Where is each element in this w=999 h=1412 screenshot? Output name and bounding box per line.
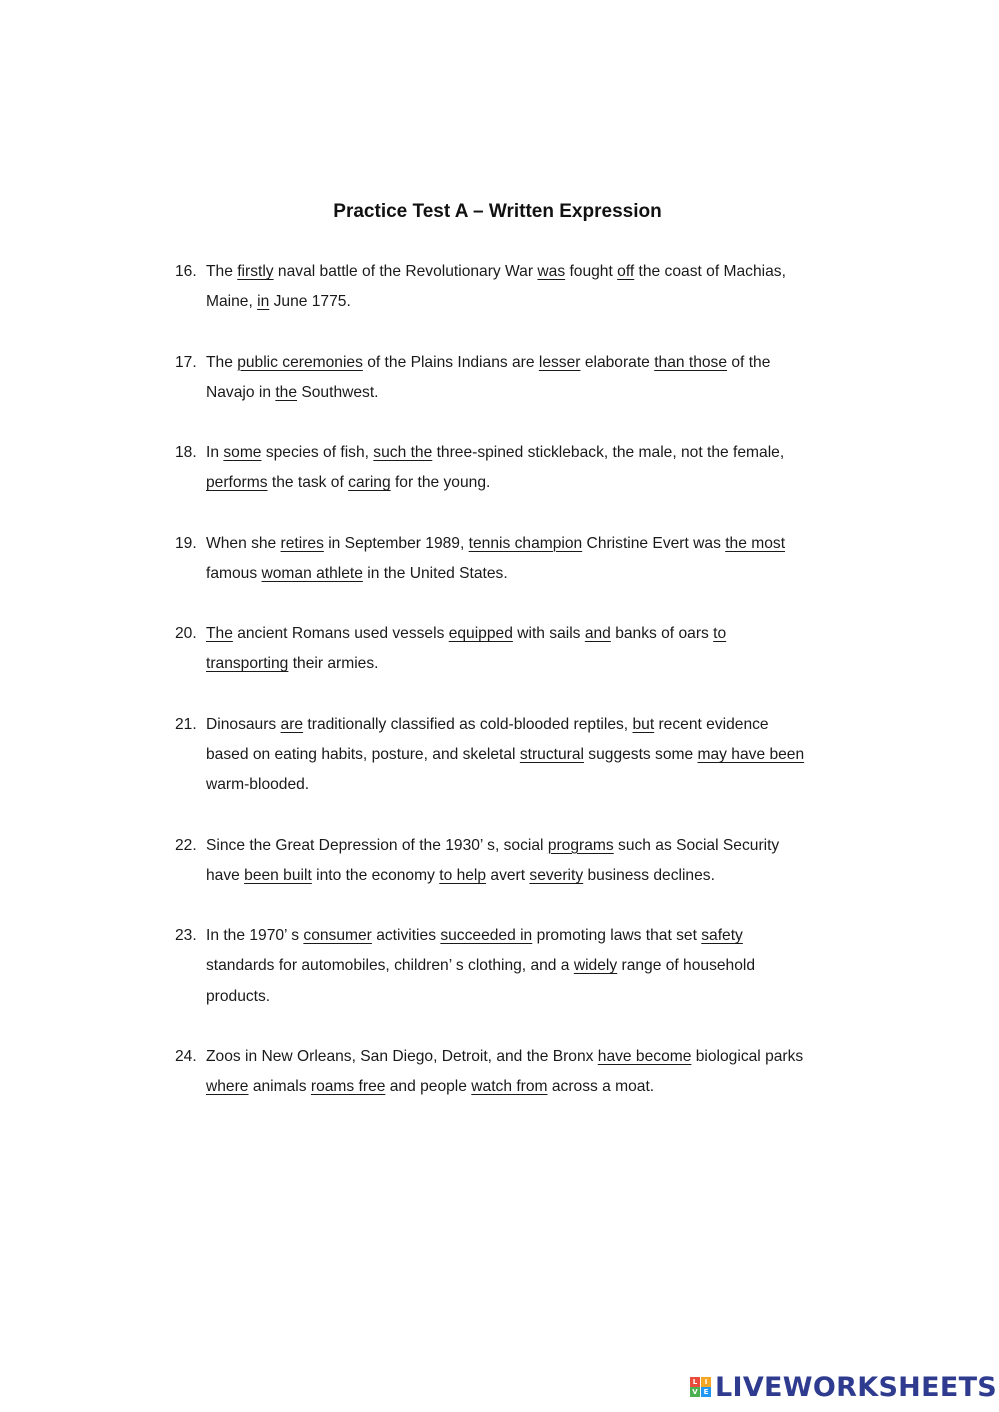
question-line: [206, 951, 855, 981]
question-number: 20.: [175, 625, 197, 643]
question-line: [206, 559, 855, 589]
question-item: [175, 831, 855, 891]
question-line: [206, 619, 855, 649]
underlined-option: structural: [519, 746, 584, 763]
question-text: the coast of Machias,: [634, 263, 786, 280]
question-text: animals: [248, 1078, 311, 1096]
question-line: [206, 378, 855, 408]
question-line: [206, 438, 855, 468]
underlined-option: off: [617, 263, 635, 280]
liveworksheets-logo-text: LIVEWORKSHEETS: [715, 1372, 998, 1403]
underlined-option: severity: [529, 866, 584, 884]
underlined-option: performs: [206, 474, 268, 492]
question-text: The: [206, 263, 238, 280]
underlined-option: public ceremonies: [237, 353, 363, 371]
underlined-option: widely: [573, 957, 618, 975]
underlined-option: than those: [654, 353, 728, 371]
question-text: famous: [206, 564, 262, 582]
question-line: [206, 1042, 855, 1072]
question-text: Dinosaurs: [206, 715, 281, 733]
underlined-option: was: [537, 263, 566, 280]
underlined-option: have become: [597, 1047, 692, 1065]
question-text: of the: [727, 353, 771, 371]
underlined-option: where: [206, 1078, 249, 1096]
underlined-option: to help: [439, 866, 487, 884]
page-title: Practice Test A – Written Expression: [333, 201, 662, 222]
question-line: [206, 861, 855, 891]
question-item: [175, 1042, 855, 1102]
question-text: In: [206, 444, 224, 462]
question-line: [206, 257, 855, 287]
underlined-option: equipped: [448, 625, 513, 643]
question-text: activities: [371, 927, 441, 945]
question-text: elaborate: [580, 353, 655, 371]
question-text: ancient Romans used vessels: [232, 625, 449, 643]
question-list: [175, 257, 855, 1132]
question-text: Zoos in New Orleans, San Diego, Detroit, and the Bronx: [206, 1047, 598, 1065]
question-line: [206, 649, 855, 679]
question-text: When she: [206, 534, 281, 552]
question-text: suggests some: [583, 746, 698, 763]
logo-mark-block: E: [701, 1387, 711, 1397]
underlined-option: succeeded in: [440, 927, 533, 945]
underlined-option: such the: [373, 444, 433, 462]
underlined-option: in: [257, 293, 270, 311]
question-item: [175, 921, 855, 1012]
question-text: species of fish,: [261, 444, 374, 462]
question-text: traditionally classified as cold-blooded reptiles,: [303, 715, 633, 733]
question-number: 23.: [175, 927, 197, 945]
question-text: Southwest.: [297, 383, 379, 401]
underlined-option: some: [223, 444, 262, 462]
question-line: [206, 740, 855, 770]
underlined-option: to: [713, 625, 727, 643]
question-line: [206, 921, 855, 951]
underlined-option: The: [206, 625, 233, 643]
underlined-option: consumer: [303, 927, 372, 945]
question-text: of the Plains Indians are: [362, 353, 539, 371]
underlined-option: safety: [701, 927, 743, 945]
question-text: In the 1970’ s: [206, 927, 304, 945]
question-line: [206, 982, 855, 1012]
question-text: in the United States.: [362, 564, 508, 582]
question-text: range of household: [617, 957, 756, 975]
question-number: 16.: [175, 263, 197, 280]
underlined-option: the most: [725, 534, 786, 552]
underlined-option: roams free: [310, 1078, 386, 1096]
question-text: have: [206, 866, 245, 884]
logo-mark-block: V: [690, 1387, 700, 1397]
question-text: standards for automobiles, children’ s clothing, and a: [206, 957, 574, 975]
logo-mark-block: I: [701, 1377, 711, 1387]
underlined-option: lesser: [538, 353, 581, 371]
underlined-option: are: [280, 715, 304, 733]
question-line: [206, 529, 855, 559]
question-line: [206, 770, 855, 800]
question-line: [206, 287, 855, 317]
liveworksheets-logo-mark-icon: [690, 1375, 712, 1401]
question-line: [206, 831, 855, 861]
question-text: warm-blooded.: [206, 776, 310, 794]
question-line: [206, 710, 855, 740]
underlined-option: the: [275, 383, 298, 401]
underlined-option: firstly: [237, 263, 274, 280]
question-text: Maine,: [206, 293, 258, 311]
underlined-option: programs: [547, 836, 614, 854]
question-number: 19.: [175, 534, 197, 552]
question-text: such as Social Security: [613, 836, 780, 854]
underlined-option: watch from: [471, 1078, 548, 1096]
question-number: 21.: [175, 715, 197, 733]
underlined-option: caring: [348, 474, 391, 492]
underlined-option: transporting: [206, 655, 289, 673]
question-text: the task of: [267, 474, 349, 492]
question-text: across a moat.: [547, 1078, 655, 1096]
question-item: [175, 710, 855, 801]
question-text: Since the Great Depression of the 1930’ s, social: [206, 836, 548, 854]
question-text: into the economy: [311, 866, 440, 884]
question-text: based on eating habits, posture, and skeletal: [206, 746, 520, 763]
underlined-option: and: [584, 625, 611, 643]
question-text: avert: [486, 866, 530, 884]
question-text: products.: [206, 987, 271, 1005]
underlined-option: tennis champion: [468, 534, 583, 552]
question-line: [206, 468, 855, 498]
question-text: Christine Evert was: [582, 534, 726, 552]
question-text: in September 1989,: [323, 534, 469, 552]
question-text: their armies.: [288, 655, 379, 673]
question-text: for the young.: [390, 474, 491, 492]
question-text: Navajo in: [206, 383, 276, 401]
question-number: 22.: [175, 836, 197, 854]
question-text: recent evidence: [654, 715, 769, 733]
question-text: with sails: [512, 625, 585, 643]
question-number: 17.: [175, 353, 197, 371]
question-item: [175, 348, 855, 408]
question-item: [175, 529, 855, 589]
question-item: [175, 257, 855, 317]
question-text: banks of oars: [610, 625, 714, 643]
question-text: naval battle of the Revolutionary War: [273, 263, 538, 280]
question-item: [175, 438, 855, 498]
underlined-option: retires: [280, 534, 324, 552]
question-text: business declines.: [583, 866, 715, 884]
underlined-option: but: [632, 715, 655, 733]
question-number: 24.: [175, 1047, 197, 1065]
question-text: biological parks: [691, 1047, 804, 1065]
question-text: June 1775.: [269, 293, 351, 311]
question-text: promoting laws that set: [532, 927, 702, 945]
underlined-option: woman athlete: [261, 564, 363, 582]
question-number: 18.: [175, 444, 197, 462]
question-text: three-spined stickleback, the male, not the female,: [432, 444, 785, 462]
liveworksheets-logo: [690, 1370, 997, 1406]
question-item: [175, 619, 855, 679]
question-text: fought: [565, 263, 618, 280]
question-text: and people: [385, 1078, 472, 1096]
logo-mark-block: L: [690, 1377, 700, 1387]
question-text: The: [206, 353, 238, 371]
question-line: [206, 348, 855, 378]
underlined-option: been built: [244, 866, 312, 884]
underlined-option: may have been: [697, 746, 805, 763]
question-line: [206, 1072, 855, 1102]
